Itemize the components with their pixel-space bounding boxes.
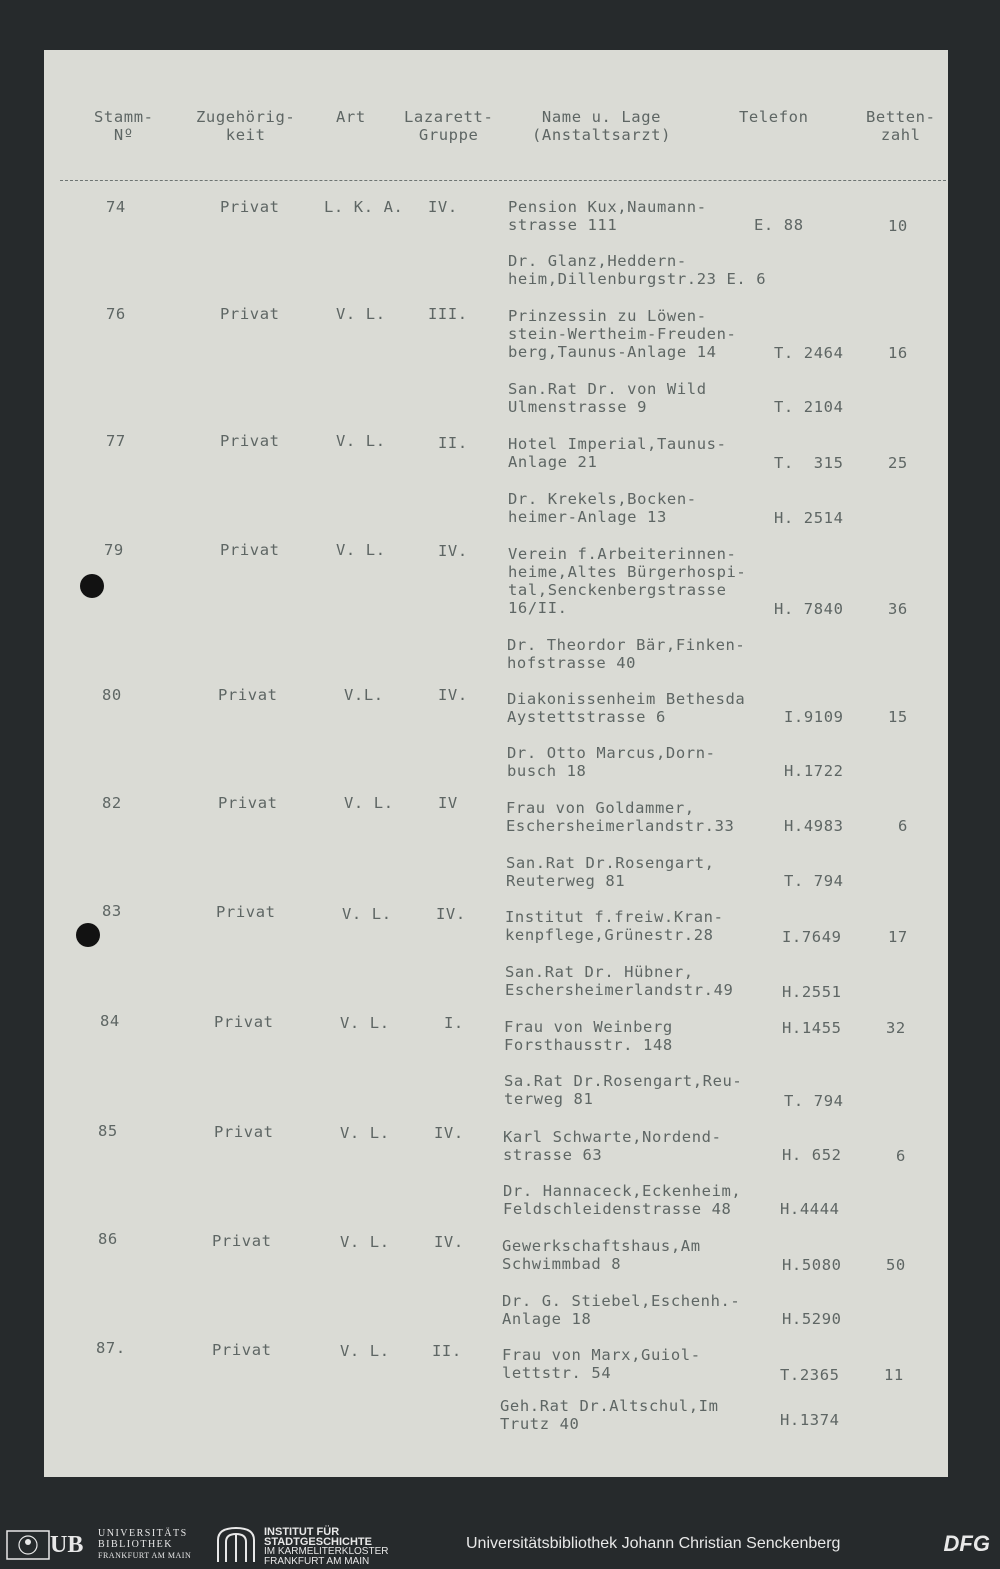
entry-name: Karl Schwarte,Nordend- strasse 63 [503,1128,722,1164]
entry-art: V. L. [336,432,386,450]
entry-zugehoerigkeit: Privat [220,198,280,216]
entry-name: Dr. Glanz,Heddern- heim,Dillenburgstr.23 E. 6 [508,252,767,288]
entry-telefon: H.5290 [782,1310,842,1328]
entry-art: V. L. [340,1124,390,1142]
entry-nr: 83 [102,902,122,920]
isg-line-2: STADTGESCHICHTE [264,1536,372,1548]
entry-nr: 85 [98,1122,118,1140]
entry-art: V. L. [336,541,386,559]
entry-telefon: I.7649 [782,928,842,946]
entry-betten: 32 [886,1019,906,1037]
entry-betten: 15 [888,708,908,726]
entry-zugehoerigkeit: Privat [212,1232,272,1250]
header-art: Art [336,108,366,126]
ub-line-2: BIBLIOTHEK [98,1539,173,1550]
entry-telefon: H.5080 [782,1256,842,1274]
entry-name: Diakonissenheim Bethesda Aystettstrasse 6 [507,690,746,726]
entry-name: Sa.Rat Dr.Rosengart,Reu- terweg 81 [504,1072,743,1108]
entry-telefon: T.2365 [780,1366,840,1384]
entry-telefon: H.1374 [780,1411,840,1429]
entry-telefon: H.1722 [784,762,844,780]
entry-name: Dr. Krekels,Bocken- heimer-Anlage 13 [508,490,697,526]
isg-wordmark [264,1527,388,1567]
entry-gruppe: III. [428,305,468,323]
entry-art: V. L. [344,794,394,812]
entry-telefon: H.2551 [782,983,842,1001]
entry-name: Dr. Otto Marcus,Dorn- busch 18 [507,744,716,780]
entry-zugehoerigkeit: Privat [214,1013,274,1031]
entry-telefon: H. 2514 [774,509,844,527]
library-name: Universitätsbibliothek Johann Christian Senckenberg [466,1535,841,1552]
entry-betten: 6 [896,1147,906,1165]
entry-name: Geh.Rat Dr.Altschul,Im Trutz 40 [500,1397,719,1433]
entry-art: V. L. [340,1014,390,1032]
entry-betten: 25 [888,454,908,472]
punch-hole [80,574,104,598]
entry-gruppe: IV. [436,905,466,923]
entry-gruppe: IV. [438,686,468,704]
header-telefon: Telefon [739,108,809,126]
entry-name: Dr. Hannaceck,Eckenheim, Feldschleidenstrasse 48 [503,1182,742,1218]
entry-zugehoerigkeit: Privat [216,903,276,921]
header-lazarett-gruppe: Lazarett- Gruppe [404,108,494,144]
entry-name: San.Rat Dr. Hübner, Eschersheimerlandstr.49 [505,963,734,999]
entry-gruppe: IV. [434,1233,464,1251]
entry-telefon: T. 794 [784,872,844,890]
entry-nr: 84 [100,1012,120,1030]
entry-gruppe: IV. [434,1124,464,1142]
entry-betten: 11 [884,1366,904,1384]
entry-zugehoerigkeit: Privat [212,1341,272,1359]
entry-telefon: T. 794 [784,1092,844,1110]
entry-name: Gewerkschaftshaus,Am Schwimmbad 8 [502,1237,701,1273]
header-bettenzahl: Betten- zahl [866,108,936,144]
entry-name: Pension Kux,Naumann- strasse 111 [508,198,707,234]
entry-telefon: T. 2104 [774,398,844,416]
entry-betten: 6 [898,817,908,835]
entry-name: Institut f.freiw.Kran- kenpflege,Grünestr.28 [505,908,724,944]
entry-telefon: H.4444 [780,1200,840,1218]
isg-line-1: INSTITUT FÜR [264,1526,340,1538]
entry-name: Dr. G. Stiebel,Eschenh.- Anlage 18 [502,1292,741,1328]
ub-abbreviation: UB [50,1532,84,1558]
header-stamm-nr: Stamm- Nº [94,108,154,144]
entry-art: L. K. A. [324,198,404,216]
entry-art: V. L. [336,305,386,323]
entry-zugehoerigkeit: Privat [218,686,278,704]
entry-nr: 87. [96,1339,126,1357]
entry-name: Frau von Weinberg Forsthausstr. 148 [504,1018,673,1054]
entry-telefon: H.4983 [784,817,844,835]
entry-name: Frau von Goldammer, Eschersheimerlandstr.33 [506,799,735,835]
entry-name: Verein f.Arbeiterinnen- heime,Altes Bürgerhospi- tal,Senckenbergstrasse 16/II. [508,545,747,617]
entry-telefon: H. 7840 [774,600,844,618]
entry-gruppe: II. [432,1342,462,1360]
entry-telefon: H.1455 [782,1019,842,1037]
entry-name: Frau von Marx,Guiol- lettstr. 54 [502,1346,701,1382]
header-zugehoerigkeit: Zugehörig- keit [196,108,296,144]
entry-gruppe: I. [444,1014,464,1032]
ub-wordmark [98,1528,191,1561]
entry-gruppe: IV. [438,542,468,560]
ub-seal-icon [6,1530,50,1560]
entry-name: San.Rat Dr. von Wild Ulmenstrasse 9 [508,380,707,416]
header-divider-rule [60,180,946,181]
entry-nr: 79 [104,541,124,559]
entry-nr: 76 [106,305,126,323]
isg-line-4: FRANKFURT AM MAIN [264,1556,370,1567]
entry-art: V.L. [344,686,384,704]
entry-art: V. L. [340,1233,390,1251]
ub-line-1: UNIVERSITÄTS [98,1528,188,1539]
entry-nr: 74 [106,198,126,216]
entry-telefon: T. 2464 [774,344,844,362]
dfg-logo: DFG [943,1531,990,1556]
isg-arch-icon [214,1524,258,1564]
entry-telefon: E. 88 [754,216,804,234]
ub-line-3: FRANKFURT AM MAIN [98,1551,192,1560]
entry-zugehoerigkeit: Privat [214,1123,274,1141]
entry-zugehoerigkeit: Privat [220,305,280,323]
entry-betten: 50 [886,1256,906,1274]
entry-betten: 17 [888,928,908,946]
entry-nr: 86 [98,1230,118,1248]
entry-betten: 16 [888,344,908,362]
entry-name: Prinzessin zu Löwen- stein-Wertheim-Freuden- berg,Taunus-Anlage 14 [508,307,737,361]
entry-name: San.Rat Dr.Rosengart, Reuterweg 81 [506,854,715,890]
entry-art: V. L. [342,905,392,923]
entry-name: Dr. Theordor Bär,Finken- hofstrasse 40 [507,636,746,672]
entry-gruppe: II. [438,434,468,452]
entry-nr: 82 [102,794,122,812]
entry-telefon: T. 315 [774,454,844,472]
entry-art: V. L. [340,1342,390,1360]
footer-bar [0,1518,1000,1569]
entry-betten: 10 [888,217,908,235]
entry-zugehoerigkeit: Privat [218,794,278,812]
entry-gruppe: IV [438,794,458,812]
entry-nr: 77 [106,432,126,450]
entry-zugehoerigkeit: Privat [220,541,280,559]
header-name-lage: Name u. Lage (Anstaltsarzt) [532,108,672,144]
entry-name: Hotel Imperial,Taunus- Anlage 21 [508,435,727,471]
isg-line-3: IM KARMELITERKLOSTER [264,1546,389,1557]
entry-gruppe: IV. [428,198,458,216]
punch-hole [76,923,100,947]
entry-nr: 80 [102,686,122,704]
entry-telefon: H. 652 [782,1146,842,1164]
entry-telefon: I.9109 [784,708,844,726]
entry-betten: 36 [888,600,908,618]
entry-zugehoerigkeit: Privat [220,432,280,450]
